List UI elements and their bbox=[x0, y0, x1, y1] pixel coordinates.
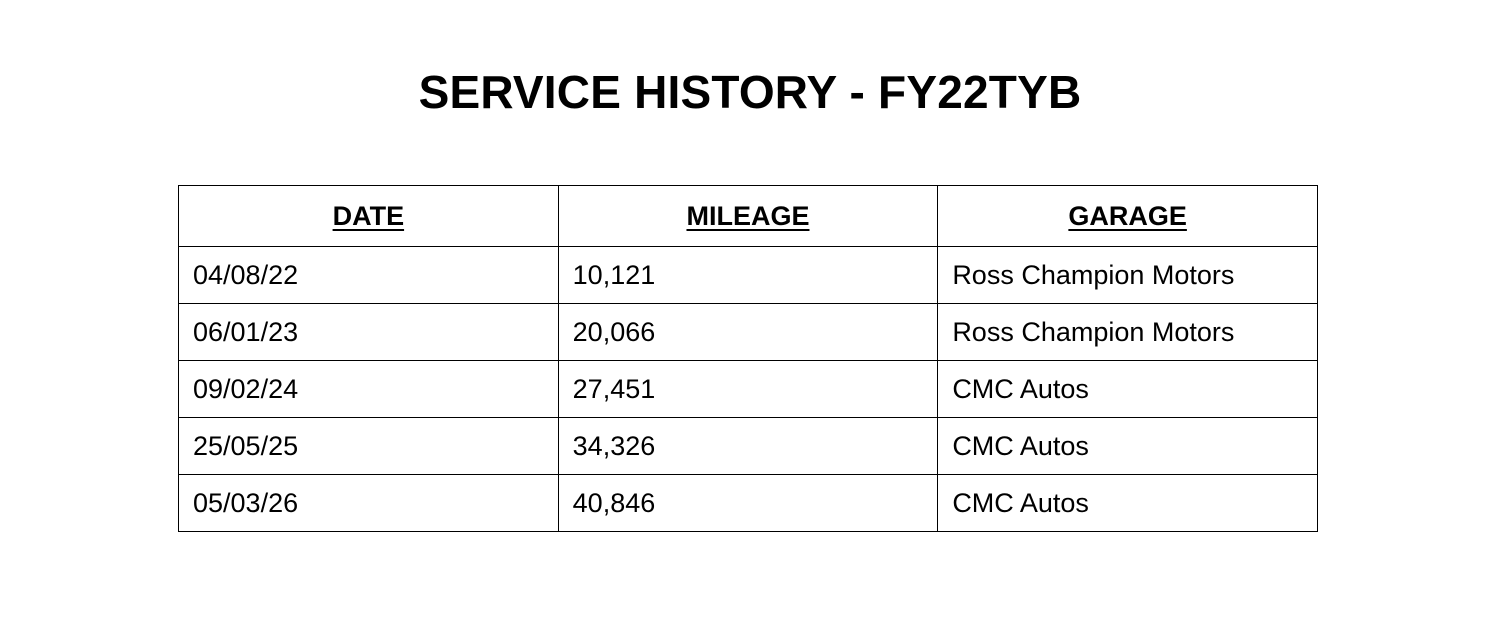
column-header-mileage: MILEAGE bbox=[558, 186, 938, 247]
column-header-garage: GARAGE bbox=[938, 186, 1318, 247]
table-row bbox=[179, 361, 1318, 418]
table-row bbox=[179, 247, 1318, 304]
mileage-cell: 20,066 bbox=[558, 304, 938, 361]
garage-cell: CMC Autos bbox=[938, 361, 1318, 418]
date-cell: 05/03/26 bbox=[179, 475, 559, 532]
garage-cell: CMC Autos bbox=[938, 475, 1318, 532]
table-header-row bbox=[179, 186, 1318, 247]
date-cell: 06/01/23 bbox=[179, 304, 559, 361]
garage-cell: Ross Champion Motors bbox=[938, 304, 1318, 361]
date-cell: 09/02/24 bbox=[179, 361, 559, 418]
date-cell: 04/08/22 bbox=[179, 247, 559, 304]
mileage-cell: 34,326 bbox=[558, 418, 938, 475]
column-header-date: DATE bbox=[179, 186, 559, 247]
garage-cell: CMC Autos bbox=[938, 418, 1318, 475]
date-cell: 25/05/25 bbox=[179, 418, 559, 475]
page-title: SERVICE HISTORY - FY22TYB bbox=[418, 66, 1082, 118]
garage-cell: Ross Champion Motors bbox=[938, 247, 1318, 304]
service-history-table bbox=[178, 185, 1318, 532]
table-row bbox=[179, 475, 1318, 532]
table-row bbox=[179, 304, 1318, 361]
mileage-cell: 10,121 bbox=[558, 247, 938, 304]
mileage-cell: 40,846 bbox=[558, 475, 938, 532]
mileage-cell: 27,451 bbox=[558, 361, 938, 418]
table-row bbox=[179, 418, 1318, 475]
